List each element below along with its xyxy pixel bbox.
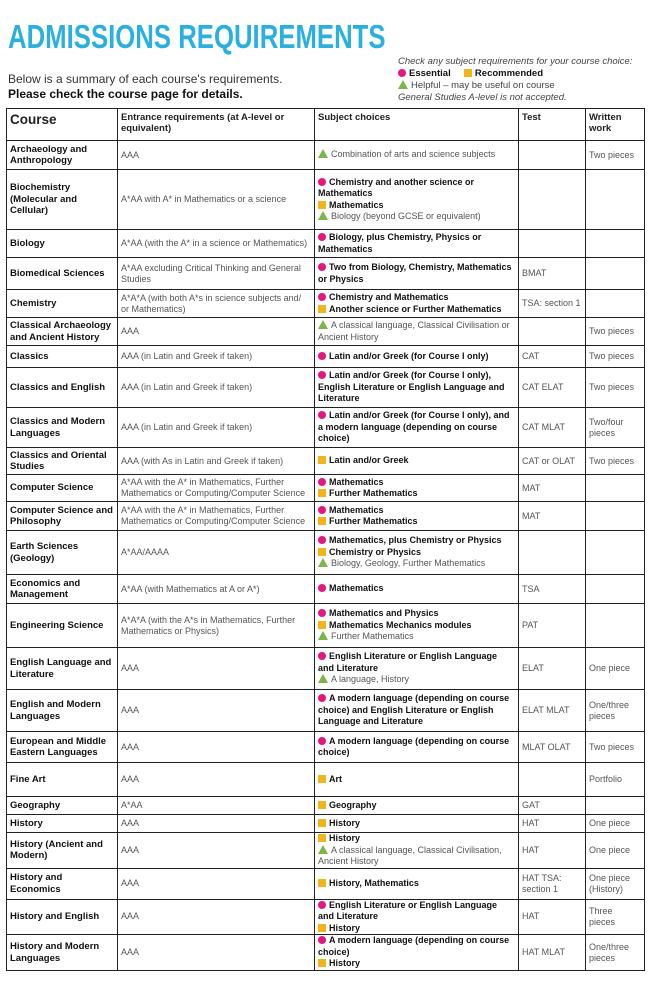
helpful-triangle-icon (318, 674, 328, 683)
table-row (7, 502, 645, 531)
subject-text: Latin and/or Greek (for Course I only) (329, 350, 489, 361)
essential-dot-icon (318, 901, 326, 909)
course-cell: Computer Science (7, 475, 118, 502)
subject-item (318, 583, 515, 595)
subject-item (318, 878, 515, 890)
test-cell: HAT (519, 899, 586, 935)
test-cell (519, 531, 586, 575)
essential-dot-icon (318, 737, 326, 745)
written-work-cell (586, 258, 645, 290)
course-cell: Chemistry (7, 290, 118, 318)
subject-text: A modern language (depending on course choice) (318, 735, 510, 757)
essential-dot-icon (318, 609, 326, 617)
table-row (7, 170, 645, 230)
subject-text: History (329, 958, 361, 969)
subjects-cell (315, 230, 519, 258)
subjects-cell (315, 318, 519, 346)
subject-text: Mathematics (329, 504, 384, 515)
legend-recommended: Recommended (474, 68, 544, 79)
table-row (7, 475, 645, 502)
subjects-cell (315, 763, 519, 797)
subject-item (318, 177, 515, 200)
table-row (7, 690, 645, 732)
course-cell: Classics and Modern Languages (7, 408, 118, 448)
test-cell: ELAT (519, 648, 586, 690)
helpful-triangle-icon (318, 149, 328, 158)
subject-item (318, 516, 515, 528)
written-work-cell: One piece (586, 833, 645, 869)
helpful-triangle-icon (318, 211, 328, 220)
subject-text: English Literature or English Language and Literature (318, 651, 498, 673)
entrance-cell: A*AA with A* in Mathematics or a science (118, 170, 315, 230)
subject-item (318, 292, 515, 304)
course-cell: History (7, 815, 118, 833)
written-work-cell: One piece (586, 648, 645, 690)
written-work-cell (586, 170, 645, 230)
subjects-cell (315, 502, 519, 531)
subject-item (318, 410, 515, 445)
entrance-cell: A*AA (with Mathematics at A or A*) (118, 575, 315, 604)
subject-item (318, 818, 515, 830)
entrance-cell: AAA (118, 868, 315, 899)
subject-text: A classical language, Classical Civilisation or Ancient History (318, 320, 510, 342)
subject-text: Mathematics (329, 199, 384, 210)
written-work-cell: Three pieces (586, 899, 645, 935)
essential-dot-icon (318, 506, 326, 514)
test-cell (519, 763, 586, 797)
recommended-square-icon (318, 201, 326, 209)
subject-text: A language, History (331, 674, 410, 685)
subject-text: Chemistry or Physics (329, 546, 422, 557)
subjects-cell (315, 408, 519, 448)
entrance-cell: AAA (in Latin and Greek if taken) (118, 368, 315, 408)
subject-text: Chemistry and another science or Mathematics (318, 176, 475, 198)
entrance-cell: AAA (118, 690, 315, 732)
recommended-square-icon (318, 959, 326, 967)
entrance-cell: A*A*A (with the A*s in Mathematics, Further Mathematics or Physics) (118, 604, 315, 648)
test-cell: MAT (519, 475, 586, 502)
subject-item (318, 900, 515, 923)
table-row (7, 290, 645, 318)
test-cell: CAT MLAT (519, 408, 586, 448)
recommended-square-icon (464, 69, 472, 77)
written-work-cell: One/three pieces (586, 690, 645, 732)
subjects-cell (315, 732, 519, 763)
helpful-triangle-icon (318, 320, 328, 329)
table-row (7, 815, 645, 833)
written-work-cell: One piece (History) (586, 868, 645, 899)
essential-dot-icon (318, 293, 326, 301)
test-cell: BMAT (519, 258, 586, 290)
test-cell: CAT (519, 346, 586, 368)
subject-text: Biology, Geology, Further Mathematics (331, 558, 486, 569)
test-cell (519, 170, 586, 230)
subject-text: Further Mathematics (329, 488, 418, 498)
course-cell: Earth Sciences (Geology) (7, 531, 118, 575)
recommended-square-icon (318, 621, 326, 629)
subject-item (318, 958, 515, 970)
course-cell: European and Middle Eastern Languages (7, 732, 118, 763)
subject-item (318, 833, 515, 845)
helpful-triangle-icon (318, 845, 328, 854)
table-row (7, 604, 645, 648)
subject-item (318, 351, 515, 363)
subject-item (318, 558, 515, 570)
subjects-cell (315, 868, 519, 899)
subject-item (318, 620, 515, 632)
course-cell: History (Ancient and Modern) (7, 833, 118, 869)
test-cell: HAT TSA: section 1 (519, 868, 586, 899)
table-header-row (7, 109, 645, 141)
written-work-cell: Two pieces (586, 318, 645, 346)
subject-text: Mathematics Mechanics modules (329, 619, 472, 630)
course-cell: Biology (7, 230, 118, 258)
subject-item (318, 149, 515, 161)
table-row (7, 648, 645, 690)
essential-dot-icon (318, 371, 326, 379)
subjects-cell (315, 899, 519, 935)
table-row (7, 408, 645, 448)
entrance-cell: AAA (118, 833, 315, 869)
subject-item (318, 674, 515, 686)
subject-text: Two from Biology, Chemistry, Mathematics or Physics (318, 262, 512, 284)
entrance-cell: A*AA with the A* in Mathematics, Further Mathematics or Computing/Computer Science (118, 475, 315, 502)
subject-text: English Literature or English Language and Literature (318, 899, 498, 921)
course-cell: Geography (7, 797, 118, 815)
subject-text: Mathematics and Physics (329, 608, 439, 619)
test-cell: HAT (519, 833, 586, 869)
test-cell: TSA: section 1 (519, 290, 586, 318)
entrance-cell: AAA (118, 318, 315, 346)
course-cell: Classical Archaeology and Ancient History (7, 318, 118, 346)
subject-item (318, 477, 515, 489)
course-cell: History and Economics (7, 868, 118, 899)
subject-item (318, 262, 515, 285)
table-row (7, 258, 645, 290)
subject-text: History (329, 833, 361, 843)
essential-dot-icon (318, 694, 326, 702)
subject-item (318, 232, 515, 255)
recommended-square-icon (318, 879, 326, 887)
legend-helpful: Helpful – may be useful on course (411, 80, 555, 91)
written-work-cell: Two pieces (586, 346, 645, 368)
written-work-cell (586, 575, 645, 604)
intro-line-1: Below is a summary of each course's requirements. (8, 72, 283, 86)
header-course: Course (7, 109, 118, 141)
subjects-cell (315, 290, 519, 318)
entrance-cell: AAA (with As in Latin and Greek if taken) (118, 448, 315, 475)
subject-text: Latin and/or Greek (for Course I only), and a modern language (depending on course choice) (318, 410, 510, 444)
subjects-cell (315, 531, 519, 575)
subject-item (318, 547, 515, 559)
subject-text: Chemistry and Mathematics (329, 292, 449, 302)
entrance-cell: A*AA with the A* in Mathematics, Further Mathematics or Computing/Computer Science (118, 502, 315, 531)
test-cell: ELAT MLAT (519, 690, 586, 732)
subject-item (318, 845, 515, 868)
course-cell: Archaeology and Anthropology (7, 141, 118, 170)
subjects-cell (315, 368, 519, 408)
table-row (7, 230, 645, 258)
table-body (7, 141, 645, 971)
entrance-cell: A*AA (with the A* in a science or Mathematics) (118, 230, 315, 258)
intro-text (8, 72, 282, 102)
test-cell: MLAT OLAT (519, 732, 586, 763)
subjects-cell (315, 648, 519, 690)
subjects-cell (315, 141, 519, 170)
entrance-cell: A*AA/AAAA (118, 531, 315, 575)
subject-item (318, 320, 515, 343)
written-work-cell (586, 475, 645, 502)
course-cell: Classics and Oriental Studies (7, 448, 118, 475)
recommended-square-icon (318, 489, 326, 497)
test-cell: GAT (519, 797, 586, 815)
test-cell (519, 230, 586, 258)
legend (398, 56, 648, 104)
subjects-cell (315, 604, 519, 648)
subject-item (318, 923, 515, 935)
subject-item (318, 488, 515, 500)
subjects-cell (315, 690, 519, 732)
course-cell: Economics and Management (7, 575, 118, 604)
written-work-cell: One/three pieces (586, 935, 645, 971)
subject-text: Combination of arts and science subjects (331, 149, 496, 160)
course-cell: History and English (7, 899, 118, 935)
table-row (7, 899, 645, 935)
written-work-cell (586, 604, 645, 648)
subject-text: A modern language (depending on course choice) (318, 935, 510, 957)
subject-text: Latin and/or Greek (for Course I only), English Literature or English Language and Literature (318, 370, 505, 404)
legend-essential: Essential (409, 68, 451, 79)
legend-heading: Check any subject requirements for your course choice: (398, 56, 633, 67)
header-test: Test (519, 109, 586, 141)
written-work-cell (586, 797, 645, 815)
course-cell: Classics and English (7, 368, 118, 408)
written-work-cell (586, 290, 645, 318)
essential-dot-icon (318, 352, 326, 360)
subject-text: History, Mathematics (329, 877, 419, 888)
subject-text: History (329, 922, 361, 933)
course-cell: Fine Art (7, 763, 118, 797)
subject-text: Art (329, 773, 342, 784)
course-cell: Engineering Science (7, 604, 118, 648)
written-work-cell: Two pieces (586, 448, 645, 475)
subject-text: Further Mathematics (331, 631, 414, 642)
subjects-cell (315, 935, 519, 971)
course-cell: Classics (7, 346, 118, 368)
test-cell (519, 141, 586, 170)
subject-item (318, 631, 515, 643)
table-row (7, 868, 645, 899)
entrance-cell: AAA (in Latin and Greek if taken) (118, 346, 315, 368)
essential-dot-icon (398, 69, 406, 77)
written-work-cell: Two pieces (586, 368, 645, 408)
subject-item (318, 211, 515, 223)
table-row (7, 531, 645, 575)
subject-text: Mathematics, plus Chemistry or Physics (329, 535, 502, 546)
course-cell: Biochemistry (Molecular and Cellular) (7, 170, 118, 230)
helpful-triangle-icon (318, 558, 328, 567)
helpful-triangle-icon (318, 631, 328, 640)
written-work-cell (586, 230, 645, 258)
written-work-cell: Two pieces (586, 732, 645, 763)
entrance-cell: A*A*A (with both A*s in science subjects and/ or Mathematics) (118, 290, 315, 318)
subject-text: Biology, plus Chemistry, Physics or Mathematics (318, 232, 482, 254)
subject-text: A classical language, Classical Civilisation, Ancient History (318, 844, 502, 866)
table-row (7, 448, 645, 475)
subject-item (318, 800, 515, 812)
essential-dot-icon (318, 536, 326, 544)
page-title: ADMISSIONS REQUIREMENTS (8, 18, 386, 55)
recommended-square-icon (318, 456, 326, 464)
table-row (7, 797, 645, 815)
essential-dot-icon (318, 936, 326, 944)
recommended-square-icon (318, 775, 326, 783)
subject-text: Another science or Further Mathematics (329, 303, 502, 314)
recommended-square-icon (318, 834, 326, 842)
course-cell: Computer Science and Philosophy (7, 502, 118, 531)
test-cell: TSA (519, 575, 586, 604)
recommended-square-icon (318, 305, 326, 313)
subject-text: Mathematics (329, 476, 384, 487)
subject-item (318, 651, 515, 674)
essential-dot-icon (318, 478, 326, 486)
entrance-cell: AAA (118, 648, 315, 690)
subject-item (318, 370, 515, 405)
subject-text: Geography (329, 799, 377, 810)
subjects-cell (315, 797, 519, 815)
table-row (7, 763, 645, 797)
table-row (7, 833, 645, 869)
essential-dot-icon (318, 411, 326, 419)
written-work-cell: Portfolio (586, 763, 645, 797)
recommended-square-icon (318, 548, 326, 556)
test-cell (519, 318, 586, 346)
legend-note: General Studies A-level is not accepted. (398, 92, 567, 103)
test-cell: HAT MLAT (519, 935, 586, 971)
essential-dot-icon (318, 263, 326, 271)
header-written: Written work (586, 109, 645, 141)
written-work-cell: Two/four pieces (586, 408, 645, 448)
subjects-cell (315, 575, 519, 604)
subject-item (318, 693, 515, 728)
subject-item (318, 535, 515, 547)
subjects-cell (315, 475, 519, 502)
subjects-cell (315, 833, 519, 869)
entrance-cell: AAA (118, 935, 315, 971)
subject-text: Biology (beyond GCSE or equivalent) (331, 211, 481, 221)
test-cell: MAT (519, 502, 586, 531)
recommended-square-icon (318, 517, 326, 525)
table-row (7, 368, 645, 408)
subjects-cell (315, 346, 519, 368)
subjects-cell (315, 815, 519, 833)
subject-item (318, 774, 515, 786)
subject-item (318, 736, 515, 759)
written-work-cell: One piece (586, 815, 645, 833)
course-cell: English Language and Literature (7, 648, 118, 690)
subjects-cell (315, 448, 519, 475)
recommended-square-icon (318, 801, 326, 809)
subject-text: History (329, 817, 361, 828)
subject-item (318, 505, 515, 517)
intro-line-2: Please check the course page for details. (8, 87, 243, 101)
subject-item (318, 935, 515, 958)
test-cell: PAT (519, 604, 586, 648)
essential-dot-icon (318, 584, 326, 592)
essential-dot-icon (318, 178, 326, 186)
written-work-cell: Two pieces (586, 141, 645, 170)
subject-item (318, 608, 515, 620)
subject-text: Mathematics (329, 583, 384, 594)
entrance-cell: AAA (118, 815, 315, 833)
table-row (7, 575, 645, 604)
subjects-cell (315, 170, 519, 230)
course-cell: English and Modern Languages (7, 690, 118, 732)
table-row (7, 935, 645, 971)
table-row (7, 318, 645, 346)
table-row (7, 732, 645, 763)
entrance-cell: AAA (118, 141, 315, 170)
subject-item (318, 455, 515, 467)
table-row (7, 141, 645, 170)
recommended-square-icon (318, 819, 326, 827)
test-cell: CAT or OLAT (519, 448, 586, 475)
subjects-cell (315, 258, 519, 290)
essential-dot-icon (318, 233, 326, 241)
entrance-cell: A*AA (118, 797, 315, 815)
subject-text: Further Mathematics (329, 516, 418, 526)
subject-item (318, 200, 515, 212)
subject-text: Latin and/or Greek (329, 455, 409, 466)
course-cell: History and Modern Languages (7, 935, 118, 971)
entrance-cell: AAA (118, 899, 315, 935)
table-row (7, 346, 645, 368)
entrance-cell: AAA (118, 732, 315, 763)
test-cell: CAT ELAT (519, 368, 586, 408)
requirements-table (6, 108, 645, 971)
recommended-square-icon (318, 924, 326, 932)
course-cell: Biomedical Sciences (7, 258, 118, 290)
written-work-cell (586, 502, 645, 531)
test-cell: HAT (519, 815, 586, 833)
essential-dot-icon (318, 652, 326, 660)
header-entrance: Entrance requirements (at A-level or equivalent) (118, 109, 315, 141)
entrance-cell: A*AA excluding Critical Thinking and General Studies (118, 258, 315, 290)
subject-text: A modern language (depending on course choice) and English Literature or English Language and Literature (318, 693, 510, 727)
entrance-cell: AAA (in Latin and Greek if taken) (118, 408, 315, 448)
written-work-cell (586, 531, 645, 575)
entrance-cell: AAA (118, 763, 315, 797)
helpful-triangle-icon (398, 80, 408, 89)
subject-item (318, 304, 515, 316)
header-subjects: Subject choices (315, 109, 519, 141)
